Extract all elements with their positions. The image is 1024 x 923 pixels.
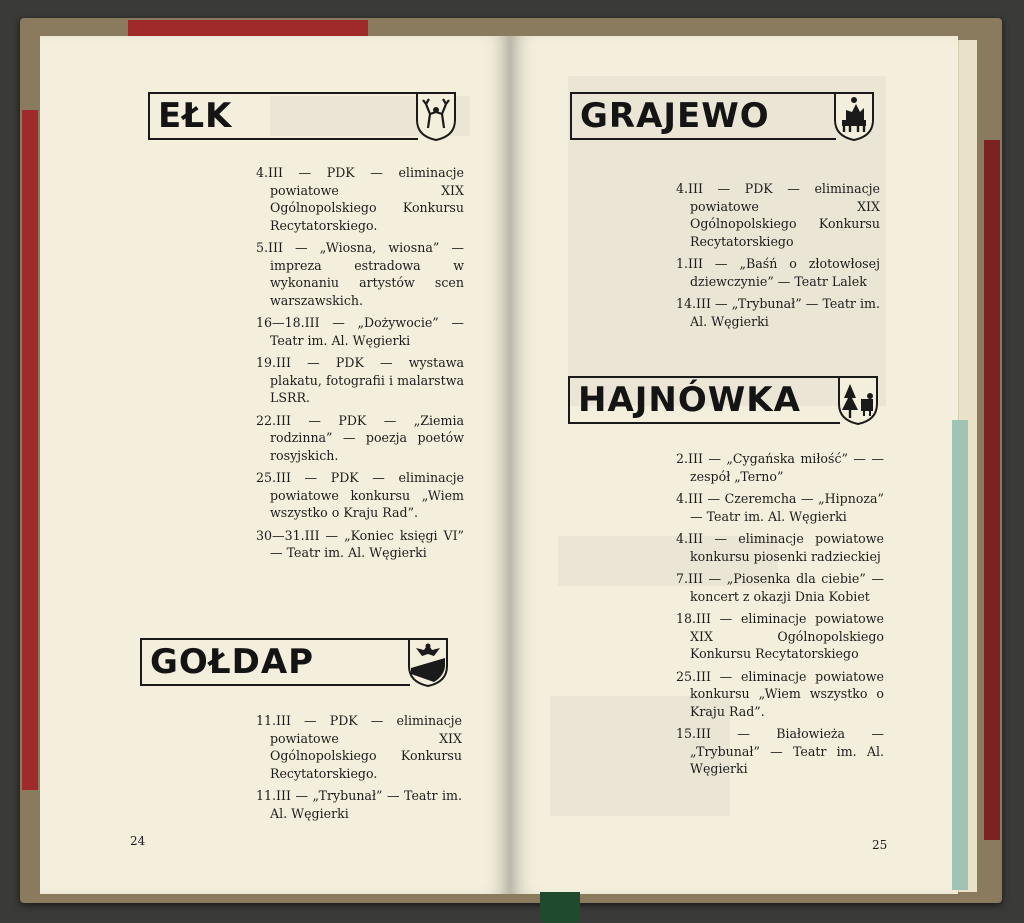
event-entry: 25.III — eliminacje powiatowe konkursu „Wiem wszystko o Kraju Rad”. bbox=[676, 668, 884, 719]
event-entry: 16—18.III — „Dożywocie” — Teatr im. Al. Węgierki bbox=[256, 315, 464, 348]
town-title-elk: EŁK bbox=[148, 92, 418, 140]
event-entry: 19.III — PDK — wystawa plakatu, fotografii i malarstwa LSRR. bbox=[256, 355, 464, 405]
hajnowka-header bbox=[568, 374, 880, 426]
grajewo-header bbox=[570, 90, 876, 142]
hajnowka-events-list bbox=[676, 450, 884, 783]
event-entry: 7.III — „Piosenka dla ciebie” — koncert z okazji Dnia Kobiet bbox=[676, 571, 884, 604]
event-entry: 18.III — eliminacje powiatowe XIX Ogólnopolskiego Konkursu Recytatorskiego bbox=[676, 611, 884, 661]
grajewo-events-list bbox=[676, 180, 880, 335]
town-title-goldap: GOŁDAP bbox=[140, 638, 410, 686]
page-number-left: 24 bbox=[130, 834, 146, 848]
event-entry: 2.III — „Cygańska miłość” — — zespół „Terno” bbox=[676, 451, 884, 484]
elk-events-list bbox=[256, 164, 464, 567]
event-entry: 4.III — PDK — eliminacje powiatowe XIX Ogólnopolskiego Konkursu Recytatorskiego. bbox=[256, 165, 464, 233]
event-entry: 15.III — Białowieża — „Trybunał” — Teatr im. Al. Węgierki bbox=[676, 726, 884, 776]
green-page-tab bbox=[952, 420, 968, 890]
event-entry: 1.III — „Baśń o złotowłosej dziewczynie” — Teatr Lalek bbox=[676, 256, 880, 289]
goldap-events-list bbox=[256, 712, 462, 827]
event-entry: 4.III — PDK — eliminacje powiatowe XIX Ogólnopolskiego Konkursu Recytatorskiego bbox=[676, 181, 880, 249]
hajnowka-coat-of-arms-icon bbox=[836, 374, 880, 426]
cover-red-binding-right bbox=[984, 140, 1000, 840]
left-page bbox=[40, 36, 510, 894]
town-title-hajnowka: HAJNÓWKA bbox=[568, 376, 840, 424]
event-entry: 4.III — Czeremcha — „Hipnoza” — Teatr im. Al. Węgierki bbox=[676, 491, 884, 524]
town-title-grajewo: GRAJEWO bbox=[570, 92, 836, 140]
right-page bbox=[510, 36, 958, 894]
elk-header bbox=[148, 90, 458, 142]
event-entry: 11.III — PDK — eliminacje powiatowe XIX Ogólnopolskiego Konkursu Recytatorskiego. bbox=[256, 713, 462, 781]
goldap-header bbox=[140, 636, 450, 688]
grajewo-coat-of-arms-icon bbox=[832, 90, 876, 142]
event-entry: 5.III — „Wiosna, wiosna” — impreza estradowa w wykonaniu artystów scen warszawskich. bbox=[256, 240, 464, 308]
elk-coat-of-arms-icon bbox=[414, 90, 458, 142]
event-entry: 22.III — PDK — „Ziemia rodzinna” — poezja poetów rosyjskich. bbox=[256, 412, 464, 463]
goldap-coat-of-arms-icon bbox=[406, 636, 450, 688]
page-number-right: 25 bbox=[872, 838, 888, 852]
ribbon-bookmark bbox=[540, 892, 580, 923]
event-entry: 30—31.III — „Koniec księgi VI” — Teatr im. Al. Węgierki bbox=[256, 527, 464, 560]
event-entry: 25.III — PDK — eliminacje powiatowe konkursu „Wiem wszystko o Kraju Rad”. bbox=[256, 470, 464, 520]
event-entry: 11.III — „Trybunał” — Teatr im. Al. Węgierki bbox=[256, 788, 462, 821]
cover-red-binding-left bbox=[22, 110, 38, 790]
event-entry: 4.III — eliminacje powiatowe konkursu piosenki radzieckiej bbox=[676, 531, 884, 564]
event-entry: 14.III — „Trybunał” — Teatr im. Al. Węgierki bbox=[676, 296, 880, 329]
